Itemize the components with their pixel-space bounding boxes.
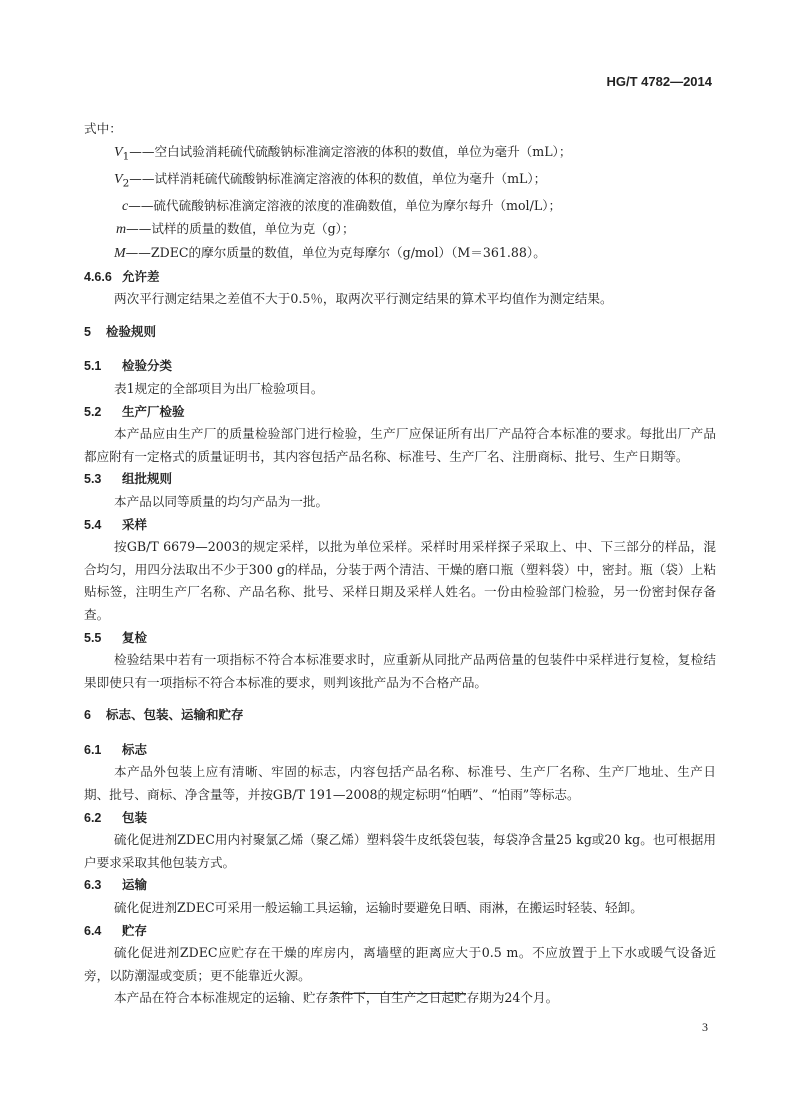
clause-6-4-text-2: 本产品在符合本标准规定的运输、贮存条件下，自生产之日起贮存期为24个月。 xyxy=(114,990,559,1006)
clause-5-2-text: 本产品应由生产厂的质量检验部门进行检验，生产厂应保证所有出厂产品符合本标准的要求。每批出厂产品都应附有一定格式的质量证明书，其内容包括产品名称、标准号、生产厂名、注册商标、批号、生产日期等。 xyxy=(84,426,716,464)
clause-6-4-heading: 6.4 贮存 xyxy=(84,923,148,938)
clause-6-1-text: 本产品外包装上应有清晰、牢固的标志，内容包括产品名称、标准号、生产厂名称、生产厂地址、生产日期、批号、商标、净含量等，并按GB/T 191—2008的规定标明“怕晒”、“怕雨”等标志。 xyxy=(84,764,716,803)
clause-6-4-text: 硫化促进剂ZDEC应贮存在干燥的库房内，离墙壁的距离应大于0.5 m。不应放置于上下水或暖气设备近旁，以防潮湿或变质；更不能靠近火源。 xyxy=(84,945,716,983)
clause-6-3-heading: 6.3 运输 xyxy=(84,878,148,893)
clause-5-4-heading: 5.4 采样 xyxy=(84,517,148,532)
var-M: M——ZDEC的摩尔质量的数值，单位为克每摩尔（g/mol）（M＝361.88）。 xyxy=(114,245,546,261)
clause-5-3-text: 本产品以同等质量的均匀产品为一批。 xyxy=(114,493,329,509)
var-c: c——硫代硫酸钠标准滴定溶液的浓度的准确数值，单位为摩尔每升（mol/L）； xyxy=(122,197,562,214)
clause-5-4-text: 按GB/T 6679—2003的规定采样，以批为单位采样。采样时用采样探子采取上、中、下三部分的样品，混合均匀，用四分法取出不少于300 g的样品，分装于两个清洁、干燥的磨口瓶（塑料袋）中，密封。瓶（袋）上粘贴标签，注明生产厂名称、产品名称、批号、采样日期及采样人姓名。一份由检验部门检验，另一份密封保存备查。 xyxy=(84,539,716,622)
clause-6-3-text: 硫化促进剂ZDEC可采用一般运输工具运输，运输时要避免日晒、雨淋，在搬运时轻装、轻卸。 xyxy=(114,900,643,916)
clause-5-3-heading: 5.3 组批规则 xyxy=(84,472,173,487)
page-number: 3 xyxy=(702,1020,708,1034)
var-m: m——试样的质量的数值，单位为克（g）； xyxy=(116,221,355,238)
var-v1: $V_1——$空白试验消耗硫代硫酸钠标准滴定溶液的体积的数值，单位为毫升（mL）； xyxy=(114,143,572,163)
chapter-6-heading: 6 标志、包装、运输和贮存 xyxy=(84,708,244,723)
formula-legend-intro: 式中： xyxy=(84,121,122,136)
end-rule xyxy=(330,993,466,994)
clause-4-6-6-heading: 4.6.6 允许差 xyxy=(84,269,160,284)
chapter-5-heading: 5 检验规则 xyxy=(84,324,157,339)
clause-5-5-heading: 5.5 复检 xyxy=(84,630,148,645)
clause-6-1-heading: 6.1 标志 xyxy=(84,742,148,757)
clause-6-2-text: 硫化促进剂ZDEC用内衬聚氯乙烯（聚乙烯）塑料袋牛皮纸袋包装，每袋净含量25 kg或20 kg。也可根据用户要求采取其他包装方式。 xyxy=(84,832,716,870)
clause-6-2-heading: 6.2 包装 xyxy=(84,810,148,825)
var-v2: $V_2——$试样消耗硫代硫酸钠标准滴定溶液的体积的数值，单位为毫升（mL）； xyxy=(114,170,547,190)
clause-5-1-text: 表1规定的全部项目为出厂检验项目。 xyxy=(114,380,324,396)
clause-5-1-heading: 5.1 检验分类 xyxy=(84,359,173,374)
clause-4-6-6-text: 两次平行测定结果之差值不大于0.5％，取两次平行测定结果的算术平均值作为测定结果。 xyxy=(114,291,613,307)
page-content xyxy=(84,118,716,1010)
standard-code: HG/T 4782—2014 xyxy=(606,74,712,89)
clause-5-2-heading: 5.2 生产厂检验 xyxy=(84,404,185,419)
clause-5-5-text: 检验结果中若有一项指标不符合本标准要求时，应重新从同批产品两倍量的包装件中采样进行复检，复检结果即使只有一项指标不符合本标准的要求，则判该批产品为不合格产品。 xyxy=(84,652,716,690)
